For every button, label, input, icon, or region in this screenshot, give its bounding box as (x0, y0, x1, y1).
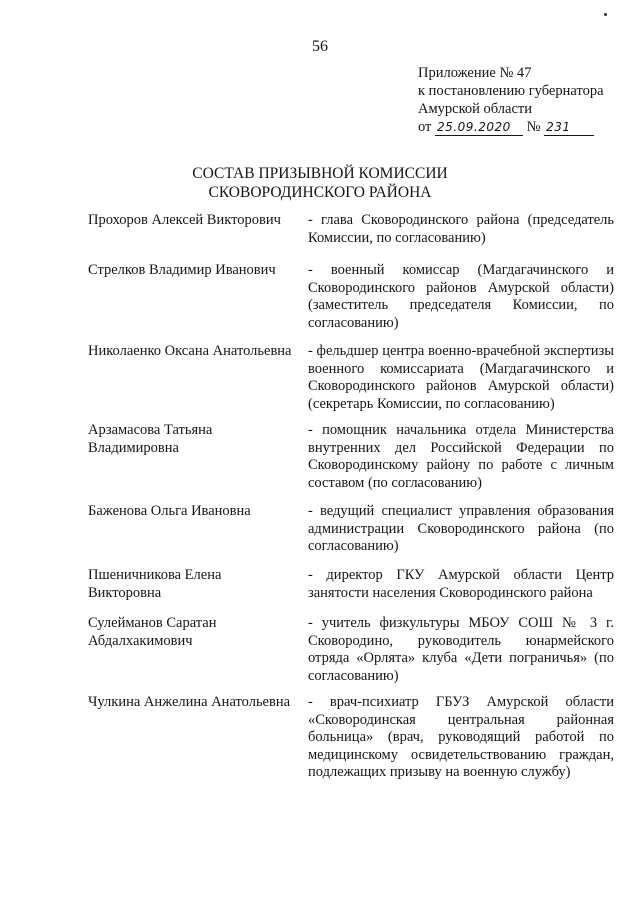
member-role: - военный комиссар (Магдагачинского и Сковородинского районов Амурской области) (заместитель председателя Комиссии, по согласованию) (308, 262, 614, 331)
appendix-line-3: Амурской области (418, 101, 532, 117)
title-line-1: СОСТАВ ПРИЗЫВНОЙ КОМИССИИ (192, 165, 448, 182)
member-name: Прохоров Алексей Викторович (88, 212, 281, 228)
date-prefix: от (418, 119, 432, 135)
handwritten-number: 231 (544, 120, 594, 136)
member-name: Николаенко Оксана Анатольевна (88, 343, 292, 359)
member-name: Пшеничникова Елена Викторовна (88, 567, 222, 601)
member-role: - глава Сковородинского района (председатель Комиссии, по согласованию) (308, 212, 614, 246)
member-role: - фельдшер центра военно-врачебной экспертизы военного комиссариата (Магдагачинского и Сковородинского районов Амурской области) (секретарь Комиссии, по согласованию) (308, 343, 614, 412)
member-role: - ведущий специалист управления образования администрации Сковородинского района (по согласованию) (308, 503, 614, 554)
appendix-date-line (418, 118, 628, 136)
title-line-2: СКОВОРОДИНСКОГО РАЙОНА (208, 184, 432, 201)
member-name: Баженова Ольга Ивановна (88, 503, 251, 519)
member-name: Стрелков Владимир Иванович (88, 262, 276, 278)
member-name: Сулейманов Саратан Абдалхакимович (88, 615, 217, 649)
handwritten-date: 25.09.2020 (435, 120, 523, 136)
member-name: Арзамасова Татьяна Владимировна (88, 422, 213, 456)
appendix-block (418, 64, 628, 136)
appendix-line-1: Приложение № 47 (418, 65, 532, 81)
member-role: - директор ГКУ Амурской области Центр занятости населения Сковородинского района (308, 567, 614, 601)
number-prefix: № (526, 119, 541, 135)
scan-speck (604, 13, 607, 16)
member-role: - помощник начальника отдела Министерства внутренних дел Российской Федерации по Сковородинскому району по работе с личным составом (по согласованию) (308, 422, 614, 491)
member-name: Чулкина Анжелина Анатольевна (88, 694, 291, 710)
member-role: - врач-психиатр ГБУЗ Амурской области «Сковородинская центральная районная больница» (врач, руководящий работой по медицинскому освидетельствованию граждан, подлежащих призыву на военную службу) (308, 694, 614, 780)
page-number: 56 (312, 38, 328, 55)
member-role: - учитель физкультуры МБОУ СОШ № 3 г. Сковородино, руководитель юнармейского отряда «Орлята» клуба «Дети пограничья» (по согласованию) (308, 615, 614, 684)
appendix-line-2: к постановлению губернатора (418, 83, 604, 99)
document-title (0, 164, 640, 202)
